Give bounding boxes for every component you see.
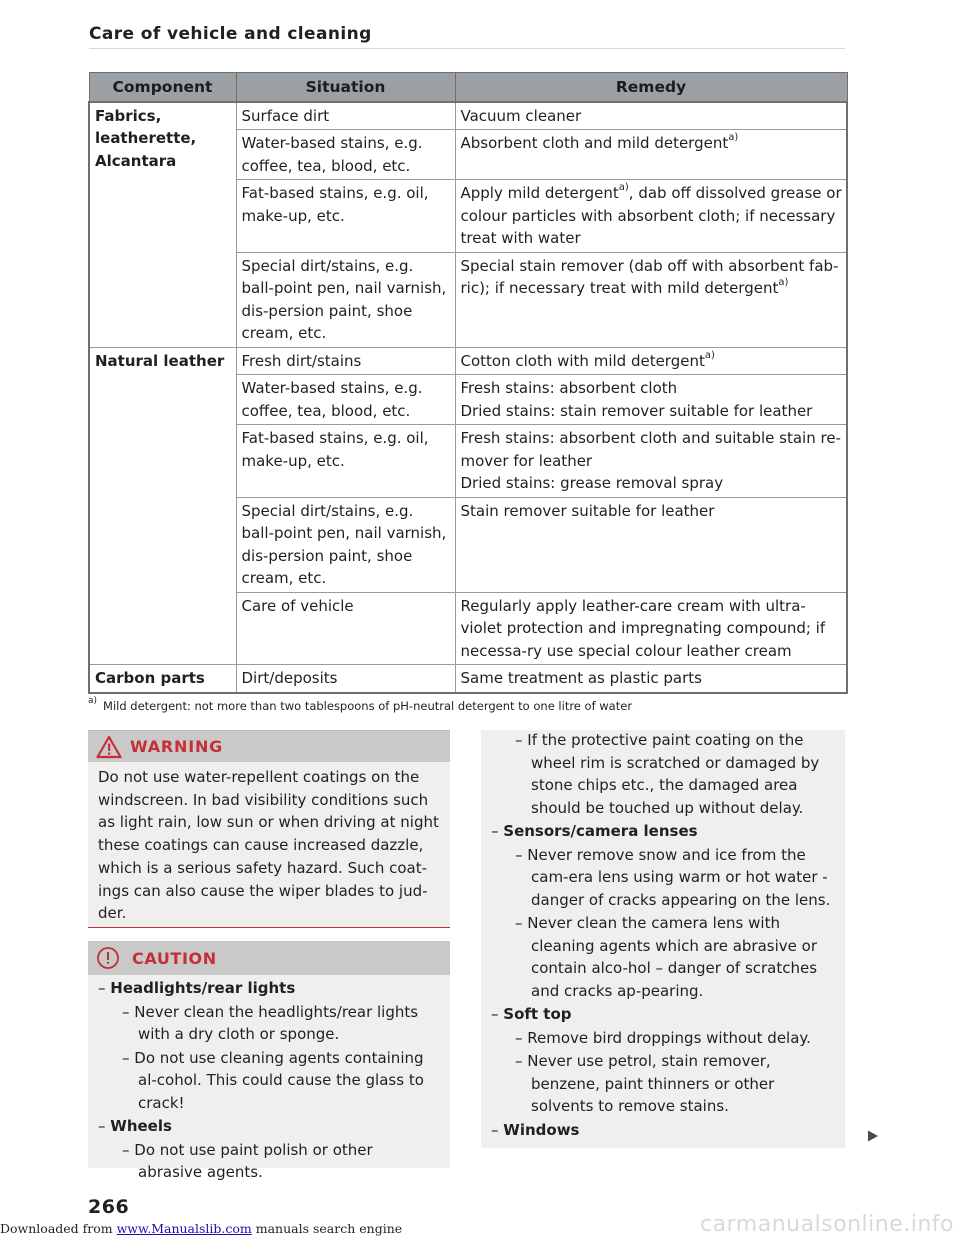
situation-cell: Dirt/deposits	[236, 665, 455, 693]
list-item	[98, 977, 440, 1000]
footnote-text: Mild detergent: not more than two tablespoons of pH-neutral detergent to one litre of water	[103, 699, 633, 713]
caution-title: CAUTION	[132, 948, 217, 968]
remedy-cell	[455, 252, 847, 347]
list-subitem: – Do not use paint polish or other abrasive agents.	[122, 1140, 373, 1181]
remedy-cell	[455, 180, 847, 253]
caution-list	[88, 975, 450, 1184]
remedy-cell: Regularly apply leather-care cream with ultra-violet protection and impregnating compound; if necessa-ry use special colour leather cream	[455, 592, 847, 665]
table-footnote	[88, 696, 633, 713]
situation-cell: Special dirt/stains, e.g. ball-point pen, nail varnish, dis-persion paint, shoe cream, etc.	[236, 252, 455, 347]
list-heading: Headlights/rear lights	[110, 979, 296, 997]
remedy-text: Special stain remover (dab off with absorbent fab-ric); if necessary treat with mild detergent	[460, 256, 839, 297]
remedy-cell: Same treatment as plastic parts	[455, 665, 847, 693]
remedy-text: Absorbent cloth and mild detergent	[460, 134, 729, 152]
column-header-situation: Situation	[236, 73, 455, 102]
warning-header	[88, 730, 450, 762]
footnote-ref: a)	[618, 182, 629, 193]
caution-header	[88, 941, 450, 975]
list-item	[491, 1003, 835, 1026]
footnote-ref: a)	[704, 349, 715, 361]
remedy-cell	[455, 425, 847, 498]
remedy-cell	[455, 347, 847, 375]
footnote-ref: a)	[778, 277, 789, 288]
caution-continued-box	[481, 730, 845, 1148]
cleaning-table	[88, 72, 848, 694]
table-row	[89, 347, 847, 375]
play-arrow-icon[interactable]	[867, 1130, 879, 1142]
download-suffix: manuals search engine	[251, 1221, 403, 1236]
column-header-remedy: Remedy	[455, 73, 847, 102]
list-item	[491, 1119, 835, 1142]
download-prefix: Downloaded from	[0, 1221, 117, 1236]
remedy-cell	[455, 130, 847, 180]
remedy-cell	[455, 375, 847, 425]
list-item	[491, 820, 835, 843]
warning-text: Do not use water-repellent coatings on the windscreen. In bad visibility conditions such as light rain, low sun or when driving at night these coatings can cause increased dazzle, which is a serious safety hazard. Such coat-ings can also cause the wiper blades to jud-der.	[98, 768, 439, 923]
download-notice	[0, 1221, 402, 1236]
table-header-row	[89, 73, 847, 102]
list-heading: Soft top	[503, 1005, 572, 1023]
remedy-line: Dried stains: stain remover suitable for leather	[460, 401, 813, 420]
warning-title: WARNING	[130, 737, 224, 756]
list-subitem: – Remove bird droppings without delay.	[515, 1028, 811, 1047]
remedy-line: Dried stains: grease removal spray	[460, 474, 724, 492]
list-heading: Sensors/camera lenses	[503, 822, 698, 840]
caution-circle-icon	[96, 946, 120, 970]
page-number: 266	[88, 1196, 130, 1218]
situation-cell: Surface dirt	[236, 102, 455, 130]
footnote-ref: a)	[728, 132, 739, 143]
footnote-marker: a)	[88, 696, 98, 707]
situation-cell: Special dirt/stains, e.g. ball-point pen, nail varnish, dis-persion paint, shoe cream, etc.	[236, 497, 455, 592]
list-subitem: – Never clean the camera lens with cleaning agents which are abrasive or contain alco-hol – danger of scratches and cracks ap-pearing.	[515, 914, 818, 1000]
remedy-text: Apply mild detergent	[460, 184, 619, 202]
component-cell: Carbon parts	[89, 665, 236, 693]
section-title: Care of vehicle and cleaning	[89, 24, 372, 44]
title-divider	[89, 48, 845, 49]
list-subitem: – Never use petrol, stain remover, benzene, paint thinners or other solvents to remove stains.	[515, 1052, 775, 1115]
warning-triangle-icon	[96, 735, 122, 759]
warning-box	[88, 730, 450, 928]
list-dash: –	[98, 979, 106, 997]
list-subitem: – Never clean the headlights/rear lights with a dry cloth or sponge.	[122, 1002, 419, 1043]
remedy-line: Fresh stains: absorbent cloth	[460, 379, 678, 397]
table-row	[89, 665, 847, 693]
situation-cell: Fat-based stains, e.g. oil, make-up, etc.	[236, 180, 455, 253]
manualslib-link[interactable]: www.Manualslib.com	[116, 1221, 252, 1236]
component-cell: Natural leather	[89, 347, 236, 665]
situation-cell: Water-based stains, e.g. coffee, tea, blood, etc.	[236, 375, 455, 425]
situation-cell: Water-based stains, e.g. coffee, tea, blood, etc.	[236, 130, 455, 180]
remedy-text: Cotton cloth with mild detergent	[460, 351, 705, 370]
list-heading: Windows	[503, 1120, 580, 1139]
list-subitem: – Do not use cleaning agents containing al-cohol. This could cause the glass to crack!	[122, 1048, 424, 1112]
list-dash: –	[98, 1117, 106, 1135]
situation-cell: Fresh dirt/stains	[236, 347, 455, 375]
list-dash: –	[491, 822, 499, 840]
table-row	[89, 102, 847, 130]
remedy-cell: Stain remover suitable for leather	[455, 497, 847, 592]
component-cell: Fabrics, leatherette, Alcantara	[89, 102, 236, 348]
column-header-component: Component	[89, 73, 236, 102]
list-subitem: – If the protective paint coating on the wheel rim is scratched or damaged by stone chips etc., the damaged area should be touched up without delay.	[515, 731, 820, 817]
remedy-cell: Vacuum cleaner	[455, 102, 847, 130]
caution-box	[88, 941, 450, 1181]
list-heading: Wheels	[110, 1117, 172, 1135]
remedy-line: Fresh stains: absorbent cloth and suitable stain re-mover for leather	[460, 429, 841, 470]
situation-cell: Fat-based stains, e.g. oil, make-up, etc.	[236, 425, 455, 498]
list-item	[98, 1115, 440, 1138]
remedy-text-cont: , dab off dissolved grease or colour particles with absorbent cloth; if necessary treat with water	[460, 184, 842, 247]
list-dash: –	[491, 1120, 499, 1139]
situation-cell: Care of vehicle	[236, 592, 455, 665]
list-dash: –	[491, 1005, 499, 1023]
list-subitem: – Never remove snow and ice from the cam-era lens using warm or hot water - danger of cracks appearing on the lens.	[515, 845, 831, 909]
watermark: carmanualsonline.info	[700, 1212, 954, 1237]
